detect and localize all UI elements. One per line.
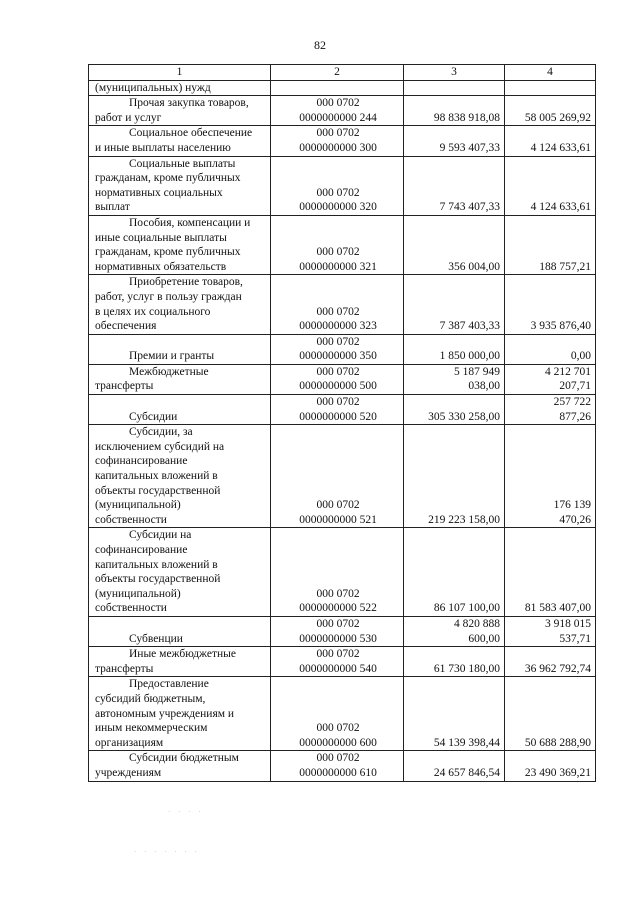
- table-row: [89, 647, 596, 677]
- row-name-line: иным некоммерческим: [95, 722, 208, 735]
- row-code-line: 000 0702: [316, 335, 360, 348]
- row-value-line: 86 107 100,00: [433, 602, 500, 615]
- row-value-col3: [404, 215, 505, 274]
- row-code-line: 000 0702: [316, 305, 360, 318]
- row-value-col3: [404, 425, 505, 528]
- table-row: [89, 275, 596, 334]
- row-name-line: и иные выплаты населению: [95, 141, 231, 154]
- row-code-cell: [271, 215, 404, 274]
- row-value-line: 3 935 876,40: [530, 320, 591, 333]
- column-header-2: 2: [271, 65, 404, 81]
- table-row: [89, 528, 596, 617]
- row-code-line: 0000000000 610: [299, 766, 377, 779]
- row-name-line: (муниципальных) нужд: [95, 81, 211, 94]
- row-name-line: работ и услуг: [95, 111, 162, 124]
- row-value-line: 36 962 792,74: [524, 662, 591, 675]
- row-value-line: 305 330 258,00: [428, 410, 500, 423]
- row-code-cell: [271, 751, 404, 781]
- row-name-cell: [89, 395, 271, 425]
- row-code-line: 0000000000 500: [299, 380, 377, 393]
- row-name-line: трансферты: [95, 662, 154, 675]
- row-name-line: выплат: [95, 201, 130, 214]
- row-code-cell: [271, 528, 404, 617]
- row-name-line: нормативных социальных: [95, 186, 223, 199]
- row-name-line: Социальные выплаты: [129, 157, 236, 170]
- row-code-line: 000 0702: [316, 648, 360, 661]
- row-value-col4: [505, 395, 596, 425]
- row-name-line: собственности: [95, 602, 167, 615]
- row-value-line: 257 722: [553, 396, 591, 409]
- row-name-line: иные социальные выплаты: [95, 231, 227, 244]
- row-value-col3: [404, 647, 505, 677]
- table-row: [89, 126, 596, 156]
- row-name-line: субсидий бюджетным,: [95, 692, 206, 705]
- row-name-line: Приобретение товаров,: [129, 276, 243, 289]
- table-row: [89, 616, 596, 646]
- row-name-cell: [89, 528, 271, 617]
- row-name-line: объекты государственной: [95, 484, 221, 497]
- page-number: 82: [314, 38, 326, 52]
- table-row: [89, 156, 596, 215]
- row-code-line: 000 0702: [316, 127, 360, 140]
- row-name-line: учреждениям: [95, 766, 162, 779]
- row-name-line: капитальных вложений в: [95, 470, 218, 483]
- row-name-cell: [89, 364, 271, 394]
- row-code-line: 0000000000 300: [299, 141, 377, 154]
- row-code-cell: [271, 677, 404, 751]
- row-value-col4: [505, 215, 596, 274]
- table-row: [89, 80, 596, 96]
- row-code-line: 0000000000 321: [299, 260, 377, 273]
- row-value-line: 23 490 369,21: [524, 766, 591, 779]
- row-code-line: 0000000000 600: [299, 736, 377, 749]
- row-name-cell: [89, 677, 271, 751]
- row-code-line: 000 0702: [316, 499, 360, 512]
- row-value-line: 54 139 398,44: [433, 736, 500, 749]
- row-code-cell: [271, 425, 404, 528]
- row-name-line: Пособия, компенсации и: [129, 216, 251, 229]
- row-value-line: 219 223 158,00: [428, 513, 500, 526]
- row-value-col3: [404, 126, 505, 156]
- row-code-cell: [271, 80, 404, 96]
- row-value-col3: [404, 528, 505, 617]
- row-value-line: 4 124 633,61: [530, 201, 591, 214]
- row-name-line: капитальных вложений в: [95, 558, 218, 571]
- row-name-cell: [89, 647, 271, 677]
- row-name-cell: [89, 96, 271, 126]
- row-value-col4: [505, 425, 596, 528]
- row-name-line: (муниципальной): [95, 499, 181, 512]
- row-value-col4: [505, 677, 596, 751]
- row-name-line: Прочая закупка товаров,: [129, 97, 249, 110]
- row-value-col3: [404, 275, 505, 334]
- row-value-line: 7 387 403,33: [439, 320, 500, 333]
- row-code-line: 0000000000 520: [299, 410, 377, 423]
- row-value-col4: [505, 334, 596, 364]
- row-value-line: 4 124 633,61: [530, 141, 591, 154]
- row-name-cell: [89, 126, 271, 156]
- row-value-col4: [505, 751, 596, 781]
- row-code-cell: [271, 395, 404, 425]
- row-value-line: 58 005 269,92: [524, 111, 591, 124]
- row-value-col3: [404, 80, 505, 96]
- row-code-line: 0000000000 350: [299, 350, 377, 363]
- row-value-line: 5 187 949: [454, 365, 500, 378]
- row-code-line: 000 0702: [316, 186, 360, 199]
- table-row: [89, 677, 596, 751]
- scan-noise-mark: · · · ·: [168, 808, 204, 816]
- row-code-line: 000 0702: [316, 752, 360, 765]
- row-value-col4: [505, 364, 596, 394]
- row-name-line: Социальное обеспечение: [129, 127, 253, 140]
- row-code-line: 000 0702: [316, 617, 360, 630]
- row-value-col4: [505, 156, 596, 215]
- row-name-line: автономным учреждениям и: [95, 707, 235, 720]
- row-code-line: 0000000000 320: [299, 201, 377, 214]
- row-name-line: работ, услуг в пользу граждан: [95, 290, 242, 303]
- row-code-line: 0000000000 522: [299, 602, 377, 615]
- row-name-line: Субвенции: [129, 632, 183, 645]
- row-name-line: Межбюджетные: [129, 365, 209, 378]
- row-name-line: объекты государственной: [95, 573, 221, 586]
- row-code-line: 0000000000 244: [299, 111, 377, 124]
- row-value-col4: [505, 528, 596, 617]
- row-value-line: 9 593 407,33: [439, 141, 500, 154]
- row-value-line: 4 820 888: [454, 617, 500, 630]
- row-value-col3: [404, 616, 505, 646]
- row-value-col4: [505, 96, 596, 126]
- table-row: [89, 215, 596, 274]
- row-code-cell: [271, 616, 404, 646]
- row-value-line: 0,00: [570, 350, 591, 363]
- row-value-line: 4 212 701: [545, 365, 591, 378]
- row-name-line: Субсидии: [129, 410, 178, 423]
- row-value-col3: [404, 156, 505, 215]
- row-name-line: Премии и гранты: [129, 350, 215, 363]
- row-value-col4: [505, 616, 596, 646]
- row-name-line: софинансирование: [95, 544, 188, 556]
- row-value-col3: [404, 334, 505, 364]
- row-code-cell: [271, 156, 404, 215]
- row-value-line: 1 850 000,00: [439, 350, 500, 363]
- row-name-cell: [89, 215, 271, 274]
- row-code-line: 000 0702: [316, 722, 360, 735]
- row-value-line: 3 918 015: [545, 617, 591, 630]
- row-name-cell: [89, 80, 271, 96]
- row-value-line: 176 139: [553, 499, 591, 512]
- row-value-col3: [404, 395, 505, 425]
- table-row: [89, 425, 596, 528]
- row-code-line: 0000000000 540: [299, 662, 377, 675]
- row-code-line: 000 0702: [316, 396, 360, 409]
- row-name-cell: [89, 275, 271, 334]
- row-value-line: 356 004,00: [448, 260, 500, 273]
- row-value-col4: [505, 80, 596, 96]
- row-value-line: 600,00: [468, 632, 500, 645]
- row-value-line: 24 657 846,54: [433, 766, 500, 779]
- row-value-line: 7 743 407,33: [439, 201, 500, 214]
- row-name-cell: [89, 616, 271, 646]
- row-code-line: 0000000000 521: [299, 513, 377, 526]
- row-value-col4: [505, 647, 596, 677]
- row-name-cell: [89, 751, 271, 781]
- row-value-line: 81 583 407,00: [524, 602, 591, 615]
- row-name-line: Предоставление: [129, 678, 209, 691]
- row-code-line: 0000000000 530: [299, 632, 377, 645]
- table-header-row: [89, 65, 596, 81]
- row-value-col3: [404, 751, 505, 781]
- row-value-col4: [505, 275, 596, 334]
- row-name-cell: [89, 425, 271, 528]
- row-code-line: 000 0702: [316, 97, 360, 110]
- row-value-line: 207,71: [559, 380, 591, 393]
- column-header-4: 4: [505, 65, 596, 81]
- table-row: [89, 395, 596, 425]
- row-name-line: Субсидии бюджетным: [129, 752, 239, 765]
- column-header-1: 1: [89, 65, 271, 81]
- row-name-cell: [89, 156, 271, 215]
- table-body: [89, 80, 596, 781]
- row-name-line: Субсидии, за: [129, 426, 193, 439]
- row-value-line: 50 688 288,90: [524, 736, 591, 749]
- row-value-line: 877,26: [559, 410, 591, 423]
- row-code-line: 0000000000 323: [299, 320, 377, 333]
- row-code-line: 000 0702: [316, 365, 360, 378]
- row-code-cell: [271, 96, 404, 126]
- row-value-line: 537,71: [559, 632, 591, 645]
- row-value-line: 470,26: [559, 513, 591, 526]
- row-name-line: гражданам, кроме публичных: [95, 246, 241, 259]
- budget-table: [88, 64, 596, 782]
- row-name-line: Субсидии на: [129, 529, 192, 542]
- table-row: [89, 751, 596, 781]
- row-value-line: 98 838 918,08: [433, 111, 500, 124]
- row-name-line: организациям: [95, 736, 164, 749]
- row-name-line: в целях их социального: [95, 305, 211, 318]
- row-code-cell: [271, 126, 404, 156]
- row-value-line: 61 730 180,00: [433, 662, 500, 675]
- row-name-line: трансферты: [95, 380, 154, 393]
- row-code-line: 000 0702: [316, 587, 360, 600]
- row-value-col3: [404, 364, 505, 394]
- row-code-cell: [271, 364, 404, 394]
- column-header-3: 3: [404, 65, 505, 81]
- row-value-line: 188 757,21: [539, 260, 591, 273]
- row-name-cell: [89, 334, 271, 364]
- row-name-line: Иные межбюджетные: [129, 648, 236, 661]
- table-row: [89, 96, 596, 126]
- table-row: [89, 334, 596, 364]
- row-code-cell: [271, 334, 404, 364]
- row-value-col3: [404, 677, 505, 751]
- table-row: [89, 364, 596, 394]
- row-name-line: нормативных обязательств: [95, 260, 227, 273]
- row-name-line: обеспечения: [95, 320, 157, 333]
- row-name-line: исключением субсидий на: [95, 440, 225, 453]
- scan-noise-mark: · · · · · · ·: [134, 848, 200, 856]
- row-name-line: (муниципальной): [95, 587, 181, 600]
- row-value-line: 038,00: [468, 380, 500, 393]
- row-code-line: 000 0702: [316, 246, 360, 259]
- row-value-col4: [505, 126, 596, 156]
- row-code-cell: [271, 275, 404, 334]
- row-name-line: гражданам, кроме публичных: [95, 172, 241, 185]
- row-code-cell: [271, 647, 404, 677]
- row-value-col3: [404, 96, 505, 126]
- row-name-line: собственности: [95, 513, 167, 526]
- row-name-line: софинансирование: [95, 455, 188, 468]
